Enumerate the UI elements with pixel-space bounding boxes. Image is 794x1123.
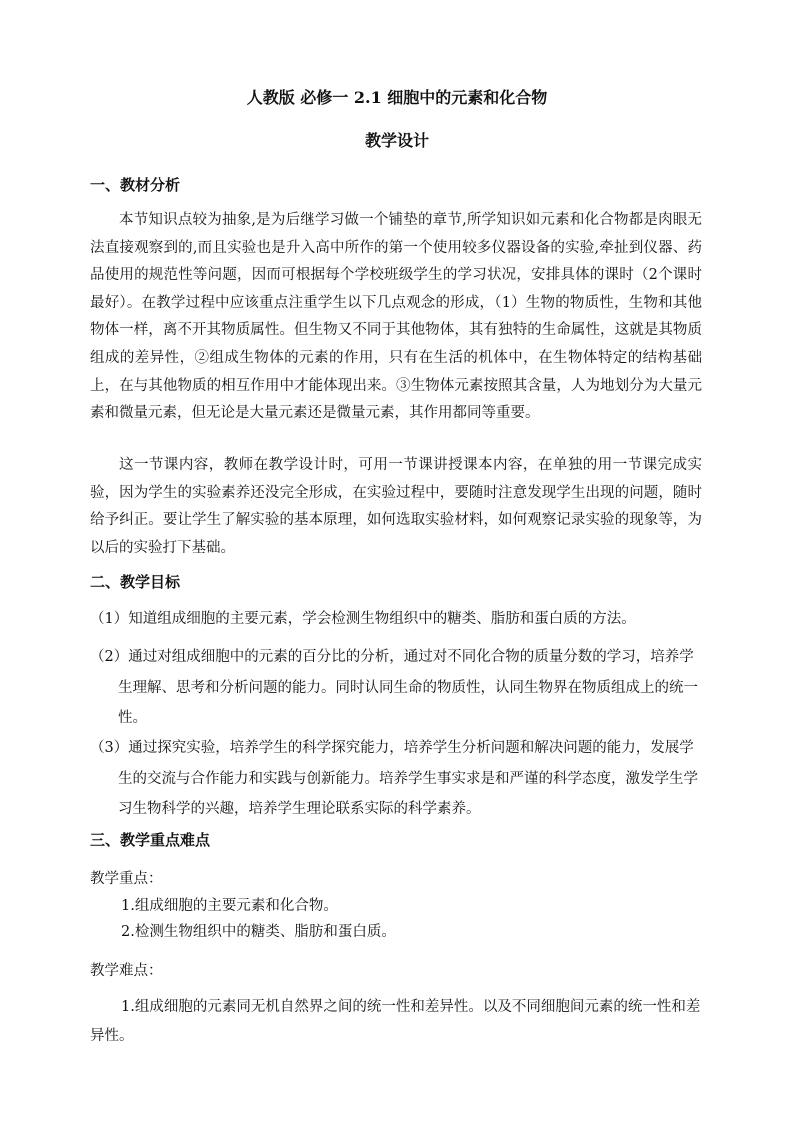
document-title: 人教版 必修一 2.1 细胞中的元素和化合物 (246, 88, 548, 107)
section-heading-teaching-goals: 二、教学目标 (90, 573, 181, 591)
difficult-points-label: 教学难点： (90, 963, 163, 979)
goal-item: （3）通过探究实验，培养学生的科学探究能力，培养学生分析问题和解决问题的能力，发展学生的交流与合作能力和实践与创新能力。培养学生事实求是和严谨的科学态度，激发学生学习生物科学的兴趣，培养学生理论联系实际的科学素养。 (90, 740, 698, 817)
document-subtitle: 教学设计 (364, 131, 429, 150)
section-heading-key-difficult-points: 三、教学重点难点 (90, 831, 211, 849)
section-heading-textbook-analysis: 一、教材分析 (90, 176, 181, 194)
key-point-item: 1.组成细胞的主要元素和化合物。 (121, 898, 338, 914)
key-point-item: 2.检测生物组织中的糖类、脂肪和蛋白质。 (121, 924, 396, 940)
paragraph-textbook-analysis-1: 本节知识点较为抽象,是为后继学习做一个铺垫的章节,所学知识如元素和化合物都是肉眼无法直接观察到的,而且实验也是升入高中所作的第一个使用较多仪器设备的实验,牵扯到仪器、药品使用的规范性等问题，因而可根据每个学校班级学生的学习状况，安排具体的课时（2个课时最好）。在教学过程中应该重点注重学生以下几点观念的形成，（1）生物的物质性，生物和其他物体一样，离不开其物质属性。但生物又不同于其他物体，其有独特的生命属性，这就是其物质组成的差异性，②组成生物体的元素的作用，只有在生活的机体中，在生物体特定的结构基础上，在与其他物质的相互作用中才能体现出来。③生物体元素按照其含量，人为地划分为大量元素和微量元素，但无论是大量元素还是微量元素，其作用都同等重要。 (90, 212, 702, 422)
difficult-point-item: 1.组成细胞的元素同无机自然界之间的统一性和差异性。以及不同细胞间元素的统一性和差异性。 (90, 999, 701, 1044)
goal-item: （2）通过对组成细胞中的元素的百分比的分析，通过对不同化合物的质量分数的学习，培养学生理解、思考和分析问题的能力。同时认同生命的物质性，认同生物界在物质组成上的统一性。 (90, 649, 698, 726)
paragraph-textbook-analysis-2: 这一节课内容，教师在教学设计时，可用一节课讲授课本内容，在单独的用一节课完成实验，因为学生的实验素养还没完全形成，在实验过程中，要随时注意发现学生出现的问题，随时给予纠正。要让学生了解实验的基本原理，如何选取实验材料，如何观察记录实验的现象等，为以后的实验打下基础。 (90, 457, 702, 556)
key-points-label: 教学重点： (90, 871, 163, 887)
goal-item: （1）知道组成细胞的主要元素，学会检测生物组织中的糖类、脂肪和蛋白质的方法。 (90, 611, 636, 627)
